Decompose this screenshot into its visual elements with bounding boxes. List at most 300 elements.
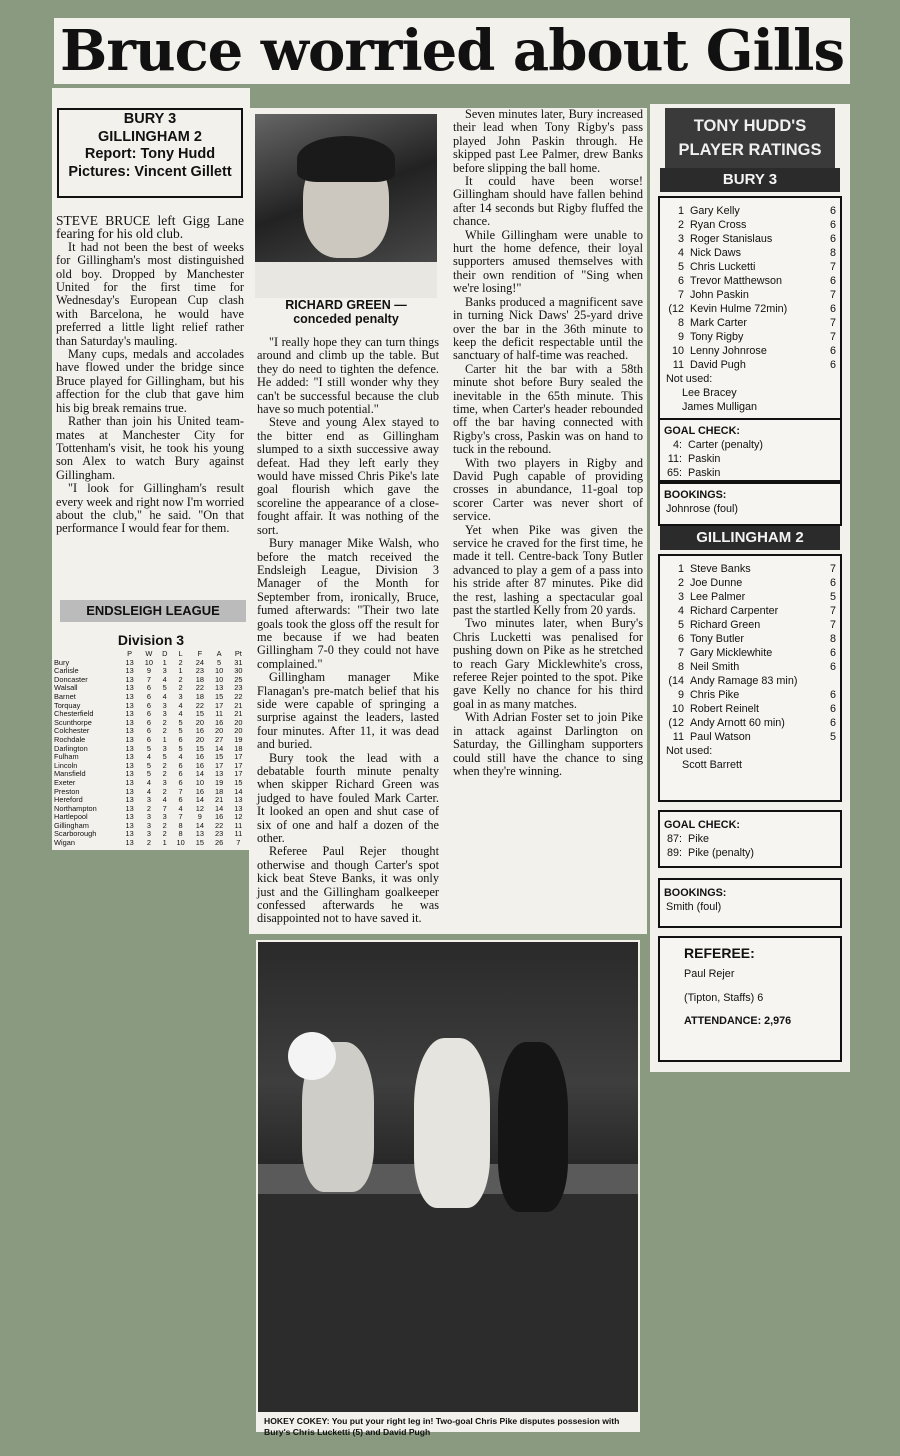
league-cell: 23 (234, 683, 243, 693)
player-rating-row (660, 330, 840, 344)
league-cell: 1 (162, 838, 167, 848)
league-cell: 13 (125, 734, 134, 744)
player-number: 3 (677, 233, 684, 245)
league-cell: 7 (178, 786, 183, 796)
league-cell: 9 (197, 812, 202, 822)
league-cell: 3 (178, 691, 183, 701)
league-cell: 2 (162, 717, 167, 727)
league-cell: 6 (146, 700, 151, 710)
league-header-cell: W (145, 649, 153, 658)
bury-bookings (658, 482, 842, 526)
player-name: Nick Daws (690, 247, 741, 259)
caption-detail: conceded penalty (293, 312, 399, 326)
player-number: 1 (677, 205, 684, 217)
player-rating: 7 (829, 563, 836, 575)
not-used-player: James Mulligan (682, 401, 758, 413)
league-cell: 20 (234, 726, 243, 736)
player-rating-row (660, 702, 840, 716)
league-cell: 17 (234, 769, 243, 779)
player-rating: 6 (829, 703, 836, 715)
player-number: 6 (677, 633, 684, 645)
league-cell: 13 (125, 691, 134, 701)
goal-entry (660, 832, 840, 846)
league-cell: 13 (214, 683, 224, 693)
player-rating-row (660, 358, 840, 372)
player-number: 8 (677, 661, 684, 673)
league-cell: 7 (162, 803, 167, 813)
player-rating-row (660, 260, 840, 274)
league-cell: 13 (125, 812, 134, 822)
league-cell: 16 (214, 812, 224, 822)
league-cell: 6 (146, 726, 151, 736)
player-rating: 7 (829, 317, 836, 329)
article-columns-2-3 (249, 108, 647, 934)
league-cell: 4 (162, 691, 167, 701)
player-number: 2 (677, 577, 684, 589)
league-header-cell: F (197, 649, 203, 658)
league-cell: 13 (214, 769, 224, 779)
player-rating-row (660, 618, 840, 632)
player-name: Gary Kelly (690, 205, 740, 217)
league-banner: ENDSLEIGH LEAGUE (60, 600, 246, 622)
goal-scorer: Carter (penalty) (688, 439, 764, 451)
player-number: 1 (677, 563, 684, 575)
league-cell: 13 (125, 838, 134, 848)
goal-minute: 89: (666, 847, 682, 859)
goal-check-label: GOAL CHECK: (664, 819, 740, 831)
player-number: 2 (677, 219, 684, 231)
player-rating: 6 (829, 205, 836, 217)
player-name: Tony Butler (690, 633, 745, 645)
league-cell: 5 (146, 769, 151, 779)
player-name: Ryan Cross (690, 219, 747, 231)
league-team-name: Scarborough (54, 829, 97, 839)
player-rating: 6 (829, 303, 836, 315)
goal-scorer: Pike (688, 833, 710, 845)
league-cell: 24 (195, 657, 204, 667)
league-cell: 3 (146, 812, 151, 822)
gillingham-bookings (658, 878, 842, 928)
league-cell: 19 (234, 734, 243, 744)
league-cell: 13 (234, 803, 243, 813)
league-cell: 13 (125, 752, 134, 762)
info-pictures: Pictures: Vincent Gillett (68, 163, 232, 180)
paragraph: Yet when Pike was given the service he craved for the first time, he made it tell. Centre-back Tony Butler advanced to play a gem of a pass into his stride after 87 minutes. Pike did the rest, lashing a spectacular goal past the startled Kelly from 20 yards. (453, 522, 643, 618)
player-name: Roger Stanislaus (690, 233, 773, 245)
league-cell: 20 (195, 717, 204, 727)
player-rating: 7 (829, 331, 836, 343)
goal-minute: 11: (667, 453, 682, 465)
player-rating-row (660, 274, 840, 288)
league-cell: 10 (214, 674, 224, 684)
not-used-label: Not used: (666, 373, 713, 385)
goal-scorer: Paskin (688, 467, 721, 479)
league-cell: 13 (125, 700, 134, 710)
goal-minute: 4: (672, 439, 682, 451)
league-row (54, 839, 248, 848)
player-number: (14 (668, 675, 684, 687)
league-cell: 4 (146, 777, 151, 787)
league-cell: 16 (195, 752, 204, 762)
league-cell: 5 (178, 743, 183, 753)
player-number: (12 (668, 717, 684, 729)
player-rating-row (660, 590, 840, 604)
league-cell: 14 (214, 743, 224, 753)
league-cell: 10 (195, 777, 204, 787)
league-cell: 10 (214, 666, 224, 676)
player-number: 9 (677, 689, 684, 701)
league-team-name: Walsall (54, 683, 78, 693)
player-rating-row (660, 204, 840, 218)
player-name: Mark Carter (690, 317, 747, 329)
referee-panel (658, 936, 842, 1062)
paragraph: Many cups, medals and accolades have flowed under the bridge since Bruce played for Gillingham, but his affection for the club that gave him his big break remains true. (56, 347, 244, 415)
paragraph: It could have been worse! Gillingham should have fallen behind after 14 seconds but Rigby fluffed the chance. (453, 174, 643, 229)
league-cell: 5 (178, 717, 183, 727)
league-cell: 3 (162, 743, 167, 753)
league-cell: 13 (125, 777, 134, 787)
league-cell: 1 (162, 734, 167, 744)
player-name: Steve Banks (690, 563, 751, 575)
paragraph: Steve and young Alex stayed to the bitter end as Gillingham slumped to a sixth successive away defeat. Had they left early they would have missed Chris Pike's late goal flourish which gave the scoreline the appearance of a close-fought affair. It was nothing of the sort. (257, 415, 439, 537)
league-cell: 25 (234, 674, 243, 684)
player-number: 4 (677, 605, 684, 617)
league-cell: 2 (178, 657, 183, 667)
league-cell: 6 (178, 795, 183, 805)
league-cell: 8 (178, 829, 183, 839)
league-cell: 6 (146, 734, 151, 744)
league-cell: 7 (178, 812, 183, 822)
goal-scorer: Paskin (688, 453, 721, 465)
player-number: 10 (671, 345, 684, 357)
goal-minute: 65: (666, 467, 682, 479)
player-number: 5 (677, 619, 684, 631)
league-team-name: Colchester (54, 726, 90, 736)
league-team-name: Bury (54, 657, 70, 667)
league-cell: 6 (178, 769, 183, 779)
paragraph: Seven minutes later, Bury increased their lead when Tony Rigby's pass played John Paskin through. He skipped past Lee Palmer, drew Banks before slipping the ball home. (453, 107, 643, 175)
league-cell: 6 (146, 691, 151, 701)
league-cell: 15 (195, 838, 204, 848)
gillingham-ratings-panel (658, 554, 842, 802)
league-cell: 3 (162, 812, 167, 822)
league-cell: 27 (214, 734, 224, 744)
league-cell: 22 (195, 683, 204, 693)
goal-scorer: Pike (penalty) (688, 847, 755, 859)
player-name: Trevor Matthewson (690, 275, 783, 287)
league-cell: 13 (125, 717, 134, 727)
paragraph: While Gillingham were unable to hurt the home defence, their loyal supporters amused themselves with their own rendition of "Sing when we're losing!" (453, 227, 643, 296)
player-rating-row (660, 288, 840, 302)
player-name: John Paskin (690, 289, 749, 301)
player-name: Lenny Johnrose (690, 345, 767, 357)
player-number: 4 (677, 247, 684, 259)
player-rating: 5 (829, 731, 836, 743)
paragraph: With Adrian Foster set to join Pike in attack against Darlington on Saturday, the Gillingham supporters could still have the chance to sing when they're winning. (453, 710, 643, 778)
ratings-title-line2: PLAYER RATINGS (678, 141, 822, 159)
league-cell: 5 (162, 683, 167, 693)
match-photo-block (256, 940, 640, 1437)
league-cell: 2 (162, 820, 167, 830)
league-cell: 23 (195, 666, 204, 676)
league-cell: 20 (214, 726, 224, 736)
article-text-2 (257, 336, 439, 926)
player-name: Andy Arnott 60 min) (690, 717, 785, 729)
league-cell: 4 (146, 752, 151, 762)
player-rating: 6 (829, 345, 836, 357)
league-cell: 5 (178, 726, 183, 736)
league-cell: 7 (236, 838, 241, 848)
article-column-1 (52, 88, 250, 850)
league-cell: 15 (214, 691, 224, 701)
league-cell: 9 (146, 666, 151, 676)
league-cell: 2 (146, 838, 151, 848)
player-rating-row (660, 246, 840, 260)
league-cell: 21 (234, 709, 243, 719)
league-header-cell: Pt (234, 649, 242, 658)
league-team-name: Fulham (54, 752, 79, 762)
league-cell: 31 (234, 657, 243, 667)
player-rating-row (660, 674, 840, 688)
league-cell: 18 (195, 674, 204, 684)
league-cell: 4 (146, 786, 151, 796)
league-cell: 2 (162, 769, 167, 779)
league-team-name: Barnet (54, 691, 76, 701)
league-cell: 3 (162, 666, 167, 676)
league-header-cell: P (127, 649, 133, 658)
player-rating: 6 (829, 219, 836, 231)
league-cell: 6 (178, 734, 183, 744)
league-cell: 13 (125, 666, 134, 676)
player-name: Andy Ramage 83 min) (690, 675, 798, 687)
ratings-title-line1: TONY HUDD'S (693, 117, 807, 135)
player-rating-row (660, 646, 840, 660)
player-rating: 6 (829, 359, 836, 371)
league-cell: 13 (125, 829, 134, 839)
league-header-cell: A (216, 649, 222, 658)
league-cell: 7 (146, 674, 151, 684)
player-name: Chris Lucketti (690, 261, 756, 273)
league-cell: 22 (214, 820, 224, 830)
player-rating-row (660, 218, 840, 232)
player-name: Paul Watson (690, 731, 751, 743)
player-rating: 8 (829, 247, 836, 259)
league-cell: 11 (234, 829, 243, 839)
player-rating-row (660, 344, 840, 358)
league-cell: 2 (178, 674, 183, 684)
league-cell: 4 (178, 752, 183, 762)
player-number: 5 (677, 261, 684, 273)
paragraph: "I look for Gillingham's result every week and right now I'm worried about the club," he said. "On that performance I would fear for them. (56, 481, 244, 536)
match-action-photo (258, 942, 638, 1412)
league-cell: 13 (125, 743, 134, 753)
league-cell: 2 (178, 683, 183, 693)
player-name: Richard Carpenter (690, 605, 779, 617)
league-cell: 15 (234, 777, 243, 787)
paragraph: Banks produced a magnificent save in turning Nick Daws' 25-yard drive over the bar in the 36th minute to keep the deficit respectable until the sanctuary of half-time was reached. (453, 294, 643, 363)
league-cell: 22 (234, 691, 243, 701)
referee-name: Paul Rejer (684, 968, 735, 980)
league-cell: 4 (178, 803, 183, 813)
league-cell: 17 (214, 760, 224, 770)
league-team-name: Rochdale (54, 734, 86, 744)
league-cell: 11 (234, 820, 243, 830)
league-team-name: Carlisle (54, 666, 79, 676)
bookings-label: BOOKINGS: (664, 887, 727, 899)
paragraph: Referee Paul Rejer thought otherwise and though Carter's spot kick beat Steve Banks, it was only just and the Gillingham goalkeeper confessed afterwards he was disappointed not to have saved it. (257, 844, 439, 926)
league-table (54, 650, 248, 848)
photo-caption-green (255, 298, 437, 326)
photo-caption-hokey-cokey: HOKEY COKEY: You put your right leg in! Two-goal Chris Pike disputes possesion with Bury's Chris Lucketti (5) and David Pugh (264, 1416, 620, 1437)
league-cell: 10 (144, 657, 153, 667)
article-text-3 (453, 108, 643, 778)
player-name: Tony Rigby (690, 331, 744, 343)
paragraph: With two players in Rigby and David Pugh capable of providing crosses in abundance, 11-goal top scorer Carter was never short of service. (453, 455, 643, 524)
player-number: 7 (677, 289, 684, 301)
league-cell: 1 (178, 666, 183, 676)
headline-strip (54, 18, 850, 84)
player-rating: 6 (829, 647, 836, 659)
league-cell: 14 (195, 795, 204, 805)
player-number: (12 (668, 303, 684, 315)
league-cell: 17 (234, 760, 243, 770)
league-cell: 2 (146, 803, 151, 813)
player-rating-row (660, 660, 840, 674)
league-team-name: Wigan (54, 838, 75, 848)
league-cell: 21 (234, 700, 243, 710)
league-team-name: Northampton (54, 803, 97, 813)
goal-entry (660, 438, 840, 452)
league-cell: 10 (176, 838, 185, 848)
bury-team-bar: BURY 3 (660, 168, 840, 192)
league-cell: 13 (195, 829, 204, 839)
player-rating: 6 (829, 689, 836, 701)
player-name: Chris Pike (690, 689, 740, 701)
not-used-player: Lee Bracey (682, 387, 737, 399)
league-cell: 6 (146, 709, 151, 719)
player-name: Neil Smith (690, 661, 740, 673)
player-name: Lee Palmer (690, 591, 746, 603)
player-number: 6 (677, 275, 684, 287)
league-header-cell: D (162, 649, 168, 658)
player-name: Joe Dunne (690, 577, 743, 589)
info-score-away: GILLINGHAM 2 (98, 128, 202, 145)
league-cell: 5 (146, 760, 151, 770)
league-cell: 23 (214, 829, 224, 839)
player-number: 11 (672, 359, 684, 371)
booking-entry: Johnrose (foul) (666, 503, 739, 515)
league-cell: 20 (234, 717, 243, 727)
league-team-name: Scunthorpe (54, 717, 92, 727)
league-cell: 19 (214, 777, 224, 787)
player-rating: 7 (829, 605, 836, 617)
paragraph: Bury took the lead with a debatable fourth minute penalty when skipper Richard Green was judged to have fouled Mark Carter. It looked an open and shut case of six of one and half a dozen of the other. (257, 750, 439, 846)
league-cell: 11 (215, 709, 223, 719)
player-rating: 8 (829, 633, 836, 645)
league-cell: 14 (234, 786, 243, 796)
player-name: Robert Reinelt (690, 703, 760, 715)
league-cell: 13 (125, 657, 134, 667)
league-cell: 1 (162, 657, 167, 667)
league-team-name: Hereford (54, 795, 83, 805)
paragraph: Bury manager Mike Walsh, who before the match received the Endsleigh League, Division 3 Manager of the Month for September from, ironically, Bruce, fumed afterwards: "Their two late goals took the gloss off the result for me because if we had beaten Gillingham 7-0 they could not have complained." (257, 536, 439, 671)
player-number: 7 (677, 647, 684, 659)
player-rating-row (660, 730, 840, 744)
goal-minute: 87: (666, 833, 682, 845)
league-cell: 2 (162, 726, 167, 736)
league-team-name: Hartlepool (54, 812, 88, 822)
player-rating: 6 (829, 577, 836, 589)
not-used-label: Not used: (666, 745, 713, 757)
player-name: Richard Green (690, 619, 761, 631)
player-rating: 7 (829, 261, 836, 273)
player-number: 10 (671, 703, 684, 715)
league-cell: 12 (234, 812, 243, 822)
goal-entry (660, 466, 840, 480)
league-cell: 2 (162, 786, 167, 796)
league-cell: 3 (146, 820, 151, 830)
league-cell: 4 (162, 674, 167, 684)
league-cell: 13 (234, 795, 243, 805)
league-cell: 16 (195, 786, 204, 796)
league-cell: 3 (146, 829, 151, 839)
league-team-name: Preston (54, 786, 80, 796)
player-name: Gary Micklewhite (690, 647, 773, 659)
league-division: Division 3 (117, 632, 185, 648)
league-cell: 13 (125, 674, 134, 684)
league-cell: 14 (195, 769, 204, 779)
league-cell: 15 (214, 752, 224, 762)
player-rating-row (660, 716, 840, 730)
info-reporter: Report: Tony Hudd (84, 146, 216, 162)
league-cell: 4 (178, 700, 183, 710)
paragraph: STEVE BRUCE left Gigg Lane fearing for his old club. (56, 213, 244, 242)
referee-label: REFEREE: (684, 945, 755, 961)
player-name: Kevin Hulme 72min) (690, 303, 788, 315)
league-cell: 3 (162, 709, 167, 719)
player-rating: 7 (829, 289, 836, 301)
league-cell: 8 (178, 820, 183, 830)
league-cell: 13 (125, 709, 134, 719)
article-text-1 (56, 214, 244, 536)
league-cell: 13 (125, 726, 134, 736)
league-cell: 3 (162, 777, 167, 787)
paragraph: Carter hit the bar with a 58th minute shot before Bury sealed the inevitable in the 65th minute. This time, when Carter's header rebounded off the bar having connected with Rigby's cross, Paskin was on hand to tuck in the rebound. (453, 361, 643, 457)
league-cell: 6 (146, 683, 151, 693)
league-cell: 22 (195, 700, 204, 710)
league-cell: 3 (162, 700, 167, 710)
league-cell: 16 (195, 726, 204, 736)
player-rating: 6 (829, 233, 836, 245)
league-cell: 26 (214, 838, 224, 848)
league-cell: 16 (195, 760, 204, 770)
goal-entry (660, 452, 840, 466)
referee-detail: (Tipton, Staffs) 6 (684, 992, 764, 1004)
league-cell: 5 (217, 657, 222, 667)
paragraph: It had not been the best of weeks for Gillingham's most distinguished old boy. Dropped by Manchester United for the first time for Wednesday's European Cup clash with Barcelona, he would have preferred a little light relief rather than Saturday's mauling. (56, 239, 244, 348)
info-score-home: BURY 3 (123, 111, 177, 127)
league-cell: 15 (195, 709, 204, 719)
league-team-name: Doncaster (54, 674, 88, 684)
league-cell: 13 (125, 769, 134, 779)
league-cell: 2 (162, 829, 167, 839)
bury-ratings-panel (658, 196, 842, 422)
league-cell: 17 (234, 752, 243, 762)
gillingham-team-bar: GILLINGHAM 2 (660, 526, 840, 550)
player-rating-row (660, 302, 840, 316)
league-cell: 6 (178, 777, 183, 787)
league-cell: 6 (146, 717, 151, 727)
